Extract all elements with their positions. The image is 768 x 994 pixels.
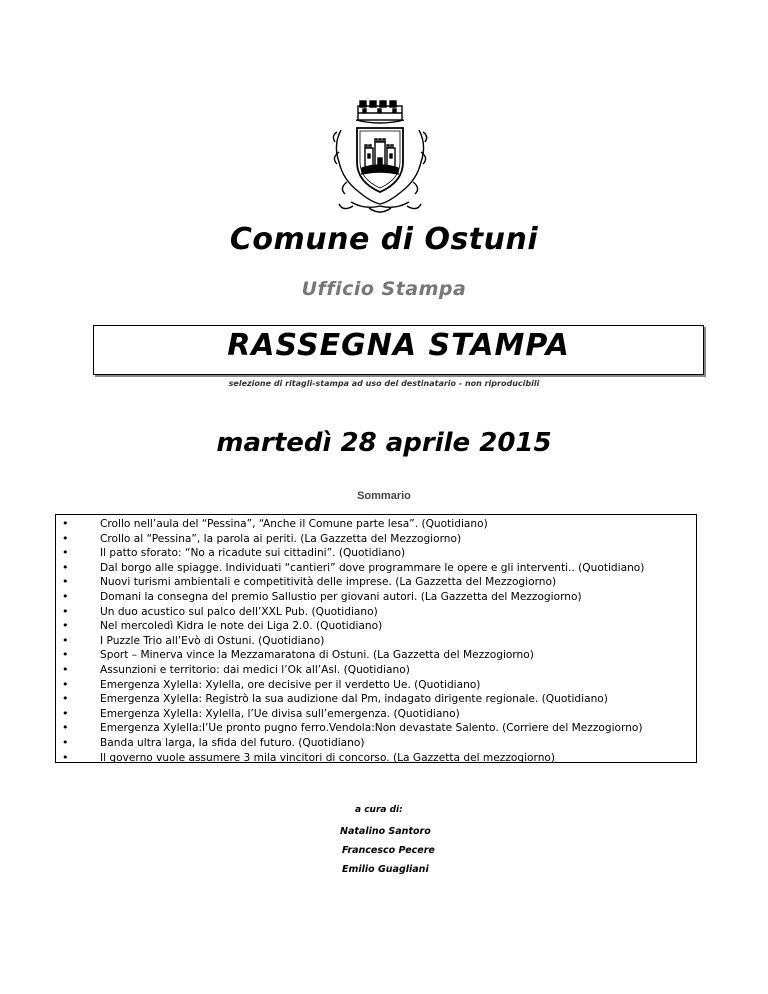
- title-box: [93, 325, 704, 375]
- summary-item: • Nuovi turismi ambientali e competitività delle imprese. (La Gazzetta del Mezzogiorno): [56, 575, 696, 590]
- curator-name: Francesco Pecere: [342, 845, 435, 856]
- summary-item: • Domani la consegna del premio Sallustio per giovani autori. (La Gazzetta del Mezzogiorno): [56, 590, 696, 605]
- summary-item: • Nel mercoledì Kidra le note dei Liga 2.0. (Quotidiano): [56, 619, 696, 634]
- summary-item: • Emergenza Xylella: Xylella, l’Ue divisa sull’emergenza. (Quotidiano): [56, 707, 696, 722]
- summary-item: • Emergenza Xylella:l’Ue pronto pugno ferro.Vendola:Non devastate Salento. (Corriere del Mezzogiorno): [56, 721, 696, 736]
- document-title: RASSEGNA STAMPA: [227, 328, 570, 363]
- summary-item: • Crollo al “Pessina”, la parola ai periti. (La Gazzetta del Mezzogiorno): [56, 532, 696, 547]
- summary-item: • Emergenza Xylella: Registrò la sua audizione dal Pm, indagato dirigente regionale. (Quotidiano): [56, 692, 696, 707]
- curator-name: Natalino Santoro: [340, 826, 431, 837]
- summary-item: • Emergenza Xylella: Xylella, ore decisive per il verdetto Ue. (Quotidiano): [56, 678, 696, 693]
- summary-title: Sommario: [357, 490, 411, 502]
- summary-list: [56, 517, 696, 765]
- summary-item: • Dal borgo alle spiagge. Individuati “cantieri” dove programmare le opere e gli interventi.. (Quotidiano): [56, 561, 696, 576]
- summary-item: • Il patto sforato: “No a ricadute sui cittadini”. (Quotidiano): [56, 546, 696, 561]
- summary-box: [55, 514, 697, 763]
- office-name: Ufficio Stampa: [301, 278, 467, 300]
- summary-item: • Sport – Minerva vince la Mezzamaratona di Ostuni. (La Gazzetta del Mezzogiorno): [56, 648, 696, 663]
- summary-item: • Il governo vuole assumere 3 mila vincitori di concorso. (La Gazzetta del mezzogiorno): [56, 751, 696, 766]
- summary-item: • Un duo acustico sul palco dell’XXL Pub. (Quotidiano): [56, 605, 696, 620]
- summary-item: • Crollo nell’aula del “Pessina”, “Anche il Comune parte lesa”. (Quotidiano): [56, 517, 696, 532]
- municipality-name: Comune di Ostuni: [229, 222, 539, 257]
- publication-date: martedì 28 aprile 2015: [216, 428, 552, 458]
- summary-item: • I Puzzle Trio all’Evò di Ostuni. (Quotidiano): [56, 634, 696, 649]
- credits-label: a cura di:: [355, 805, 403, 815]
- summary-item: • Assunzioni e territorio: dai medici l’Ok all’Asl. (Quotidiano): [56, 663, 696, 678]
- disclaimer: selezione di ritagli-stampa ad uso del destinatario - non riproducibili: [228, 379, 540, 388]
- curator-name: Emilio Guagliani: [342, 864, 429, 875]
- coat-of-arms-logo: [329, 100, 431, 218]
- summary-item: • Banda ultra larga, la sfida del futuro. (Quotidiano): [56, 736, 696, 751]
